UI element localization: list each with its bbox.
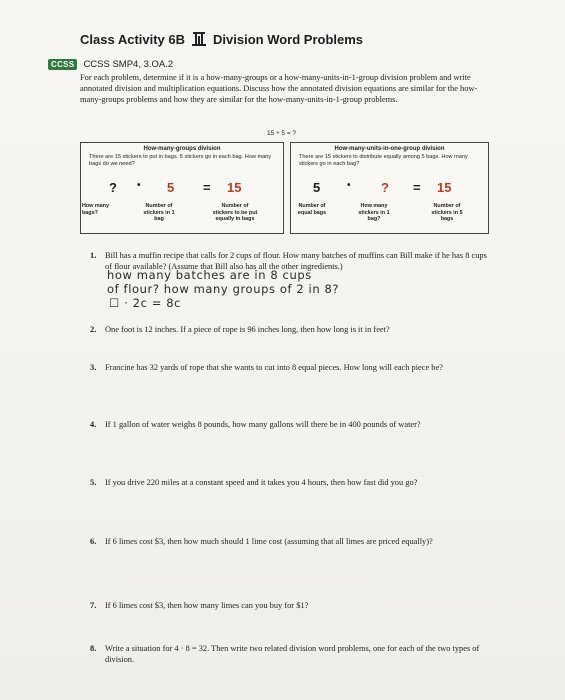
problem-1: 1. Bill has a muffin recipe that calls for 2 cups of flour. How many batches of muffins can Bill make if he has 8 cups of flour available? (Assume that Bill also has all the other ingredients.) [90,251,487,271]
problem-8: 8. Write a situation for 4 · 8 = 32. Then write two related division word problems, one for each of the two types of division. [90,644,480,664]
box-equation [81,180,283,196]
box-title: How-many-units-in-one-group division [334,146,445,152]
activity-title: Class Activity 6B [80,31,186,47]
problem-5: 5. If you drive 220 miles at a constant speed and it takes you 4 hours, then how fast did you go? [90,478,418,487]
handwriting-line: of flour? how many groups of 2 in 8? [107,282,340,296]
ccss-badge: CCSS [48,59,77,70]
eq-term: ? [381,180,389,195]
handwritten-answer [107,268,502,310]
eq-term: 5 [313,180,321,195]
problem-6: 6. If 6 limes cost $3, then how much should 1 lime cost (assuming that all limes are priced equally)? [90,537,433,546]
box-title: How-many-groups division [143,146,221,152]
eq-op: = [413,180,421,195]
standards-row [48,56,173,72]
eq-op: • [347,180,351,191]
box-equation [291,180,488,196]
box-text: There are 15 stickers to put in bags. 5 stickers go in each bag. How many bags do we need? [89,154,272,167]
problem-3: 3. Francine has 32 yards of rope that she wants to cut into 8 equal pieces. How long will each piece be? [90,363,443,372]
eq-label: Number of equal bags [297,203,327,216]
problem-4: 4. If 1 gallon of water weighs 8 pounds, how many gallons will there be in 400 pounds of water? [90,420,421,429]
how-many-units-box [290,142,489,234]
eq-op: = [203,180,211,195]
how-many-groups-box [80,142,284,234]
eq-label: Number of stickers in 1 bag [143,203,175,222]
problem-7: 7. If 6 limes cost $3, then how many limes can you buy for $1? [90,601,309,610]
eq-label: Number of stickers in 5 bags [431,203,463,222]
eq-op: • [137,180,141,191]
eq-label: How many bags? [82,203,109,216]
activity-subtitle: Division Word Problems [213,31,364,47]
eq-term: 15 [227,180,242,195]
title-row [80,28,520,50]
eq-term: 15 [437,180,452,195]
problem-2: 2. One foot is 12 inches. If a piece of rope is 96 inches long, then how long is it in feet? [90,325,390,334]
balance-icon [192,31,206,47]
instructions: For each problem, determine if it is a how-many-groups or a how-many-units-in-1-group division problem and write annotated division and multiplication equations. Discuss how the annotated division equations are similar for the how-many-groups problems and how they are similar for the how-many-units-in-1-group problems. [80,73,478,104]
eq-term: ? [109,180,117,195]
model-equation: 15 ÷ 5 = ? [267,130,297,137]
handwriting-line: how many batches are in 8 cups [107,268,312,282]
eq-label: Number of stickers to be put equally in bags [212,203,258,222]
eq-term: 5 [167,180,175,195]
box-text: There are 15 stickers to distribute equally among 5 bags. How many stickers go in each bag? [299,154,468,167]
handwriting-line: ☐ · 2c = 8c [109,296,182,310]
eq-label: How many stickers in 1 bag? [358,203,390,222]
standards-text: CCSS SMP4, 3.OA.2 [83,58,174,70]
